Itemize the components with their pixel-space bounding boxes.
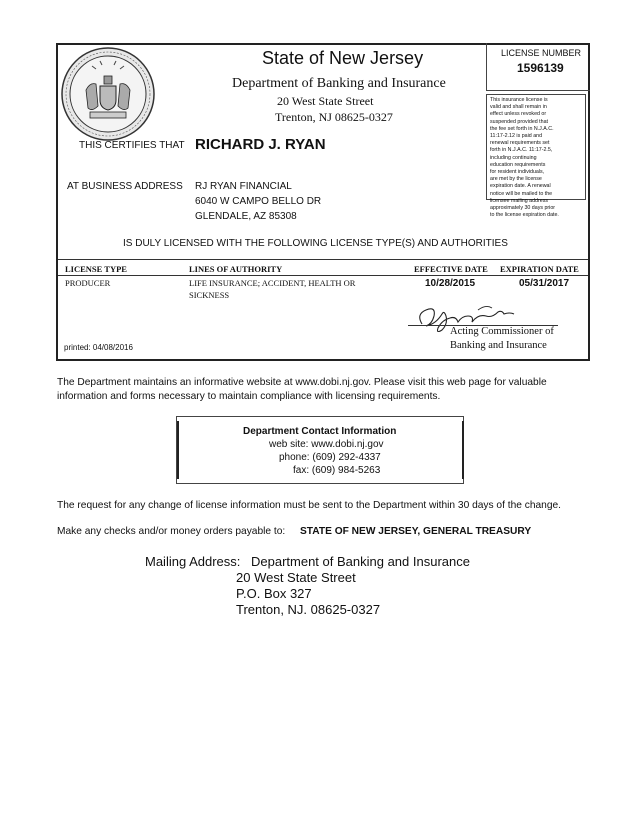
notice-line: for resident individuals, <box>490 169 545 176</box>
notice-line: including continuing <box>490 154 537 161</box>
notice-line: licensee mailing address <box>490 197 549 204</box>
mailing-label: Mailing Address: <box>145 554 241 569</box>
licensed-statement: IS DULY LICENSED WITH THE FOLLOWING LICENSE TYPE(S) AND AUTHORITIES <box>123 238 508 249</box>
commissioner-title-2: Banking and Insurance <box>450 340 547 351</box>
notice-line: approximately 30 days prior <box>490 205 556 212</box>
header-license-type: LICENSE TYPE <box>65 264 127 274</box>
certifies-label: THIS CERTIFIES THAT <box>79 140 185 151</box>
header-effective-date: EFFECTIVE DATE <box>414 264 488 274</box>
state-title: State of New Jersey <box>262 48 424 68</box>
payable-to: STATE OF NEW JERSEY, GENERAL TREASURY <box>300 526 532 537</box>
notice-line: effect unless revoked or <box>490 111 547 118</box>
license-number-box <box>486 43 590 91</box>
info-paragraph-line-2: information and forms necessary to maintain compliance with licensing requirements. <box>57 391 441 402</box>
printed-date: printed: 04/08/2016 <box>64 343 133 352</box>
mailing-line-4: Trenton, NJ. 08625-0327 <box>236 602 381 617</box>
change-request-text: The request for any change of license information must be sent to the Department within 30 days of the change. <box>57 500 562 511</box>
business-name: RJ RYAN FINANCIAL <box>195 181 292 192</box>
notice-line: forth in N.J.A.C. 11:17-2.5, <box>490 147 553 154</box>
department-street: 20 West State Street <box>277 94 374 108</box>
validity-notice <box>486 94 586 219</box>
header-expiration-date: EXPIRATION DATE <box>500 264 579 274</box>
notice-line: notice will be mailed to the <box>490 190 553 197</box>
notice-line: to the license expiration date. <box>490 212 559 219</box>
contact-info-box <box>176 416 464 484</box>
notice-line: education requirements <box>490 161 546 168</box>
notice-line: the fee set forth in N.J.A.C. <box>490 125 554 132</box>
row-lines-of-authority-1: LIFE INSURANCE; ACCIDENT, HEALTH OR <box>189 278 356 288</box>
license-number: 1596139 <box>517 61 564 75</box>
notice-line: are met by the license <box>490 176 542 183</box>
commissioner-title-1: Acting Commissioner of <box>450 326 554 337</box>
department-city: Trenton, NJ 08625-0327 <box>275 110 393 124</box>
business-city: GLENDALE, AZ 85308 <box>195 211 297 222</box>
contact-website: web site: www.dobi.nj.gov <box>269 439 384 450</box>
row-effective-date: 10/28/2015 <box>425 278 476 289</box>
business-address-label: AT BUSINESS ADDRESS <box>67 181 183 192</box>
notice-line: renewal requirements set <box>490 140 550 147</box>
table-top-rule <box>58 259 588 260</box>
mailing-line-1: Department of Banking and Insurance <box>251 554 470 569</box>
mailing-line-2: 20 West State Street <box>236 570 356 585</box>
business-street: 6040 W CAMPO BELLO DR <box>195 196 322 207</box>
notice-line: expiration date. A renewal <box>490 183 551 190</box>
payable-label: Make any checks and/or money orders payable to: <box>57 526 286 537</box>
notice-line: 11:17-2.12 is paid and <box>490 133 543 140</box>
row-lines-of-authority-2: SICKNESS <box>189 290 230 300</box>
contact-fax: fax: (609) 984-5263 <box>293 465 381 476</box>
notice-line: This insurance license is <box>490 97 548 103</box>
info-paragraph-line-1: The Department maintains an informative website at www.dobi.nj.gov. Please visit this web page for valuable <box>57 377 547 388</box>
row-expiration-date: 05/31/2017 <box>519 278 570 289</box>
license-number-label: LICENSE NUMBER <box>501 48 582 58</box>
state-seal-icon <box>60 46 156 142</box>
row-license-type: PRODUCER <box>65 278 111 288</box>
notice-line: suspended provided that <box>490 118 549 125</box>
contact-title: Department Contact Information <box>243 426 397 437</box>
department-name: Department of Banking and Insurance <box>232 76 446 91</box>
contact-phone: phone: (609) 292-4337 <box>279 452 381 463</box>
mailing-line-3: P.O. Box 327 <box>236 586 312 601</box>
table-header-rule <box>58 275 588 276</box>
licensee-name: RICHARD J. RYAN <box>195 136 326 153</box>
notice-line: valid and shall remain in <box>490 104 547 111</box>
header-lines-of-authority: LINES OF AUTHORITY <box>189 264 283 274</box>
